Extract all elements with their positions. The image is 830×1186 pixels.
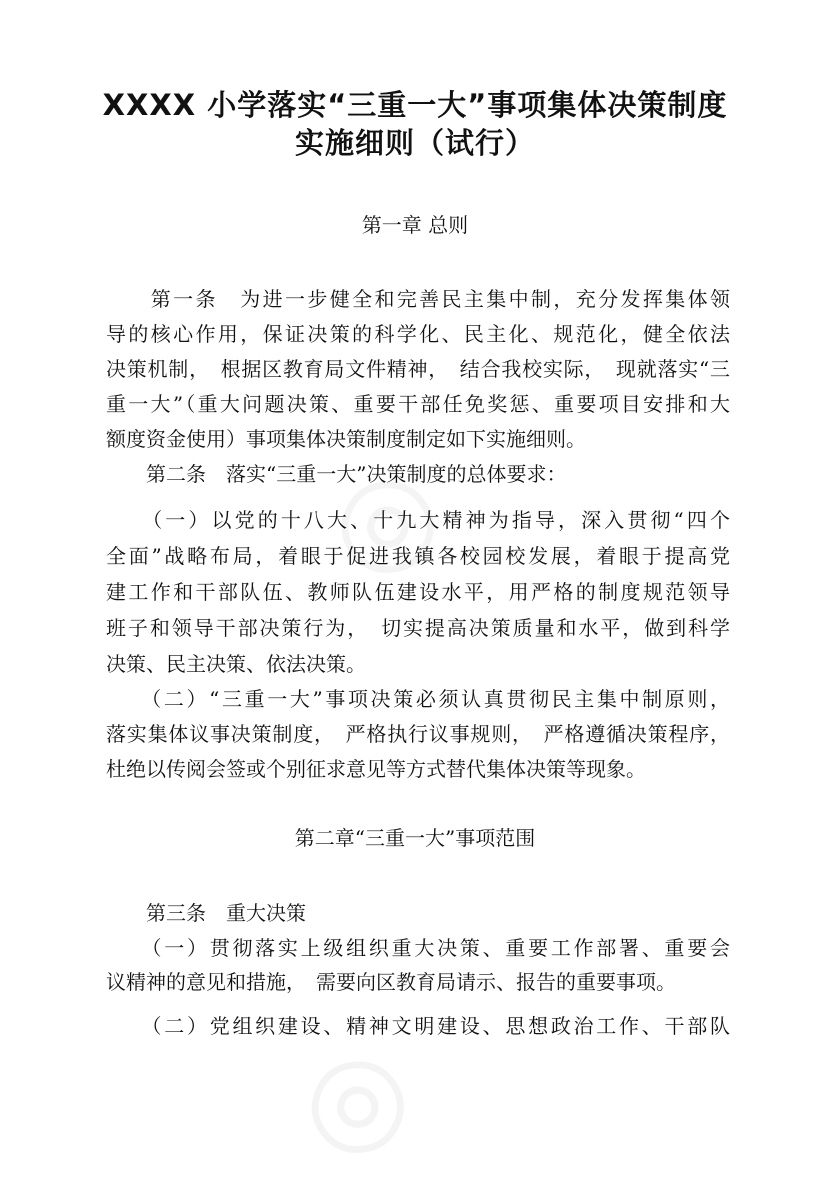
paragraph-line: 额度资金使用）事项集体决策制度制定如下实施细则。	[106, 427, 586, 451]
paragraph-line: 决策机制， 根据区教育局文件精神， 结合我校实际， 现就落实“三	[106, 357, 730, 381]
paragraph-line: 建工作和干部队伍、教师队伍建设水平，用严格的制度规范领导	[106, 580, 730, 604]
document-title-line-1: XXXX 小学落实“三重一大”事项集体决策制度	[102, 88, 728, 122]
paragraph-line: 议精神的意见和措施， 需要向区教育局请示、报告的重要事项。	[106, 970, 676, 994]
paragraph-line: 班子和领导干部决策行为， 切实提高决策质量和水平，做到科学	[106, 616, 730, 640]
paragraph-line: （一）贯彻落实上级组织重大决策、重要工作部署、重要会	[106, 936, 730, 960]
chapter-1-heading: 第一章 总则	[361, 213, 469, 237]
paragraph-line: 决策、民主决策、依法决策。	[106, 652, 366, 676]
paragraph-line: 第一条 为进一步健全和完善民主集中制，充分发挥集体领	[106, 287, 730, 311]
chapter-2-heading: 第二章“三重一大”事项范围	[294, 826, 536, 850]
paragraph-line: （一）以党的十八大、十九大精神为指导，深入贯彻“四个	[106, 508, 730, 532]
paragraph-line: （二）“三重一大”事项决策必须认真贯彻民主集中制原则，	[106, 687, 730, 711]
watermark-logo	[270, 1013, 436, 1186]
document-title-line-2: 实施细则（试行）	[294, 126, 535, 160]
paragraph-line: 重一大”（重大问题决策、重要干部任免奖惩、重要项目安排和大	[106, 392, 730, 416]
paragraph-line: 杜绝以传阅会签或个别征求意见等方式替代集体决策等现象。	[106, 757, 646, 781]
paragraph-line: 第二条 落实“三重一大”决策制度的总体要求：	[106, 462, 567, 486]
paragraph-line: 全面”战略布局，着眼于促进我镇各校园校发展，着眼于提高党	[106, 544, 730, 568]
paragraph-line: 导的核心作用，保证决策的科学化、民主化、规范化，健全依法	[106, 322, 730, 346]
paragraph-line: 第三条 重大决策	[106, 901, 306, 925]
paragraph-line: 落实集体议事决策制度， 严格执行议事规则， 严格遵循决策程序，	[106, 722, 730, 746]
paragraph-line: （二）党组织建设、精神文明建设、思想政治工作、干部队	[106, 1014, 730, 1038]
